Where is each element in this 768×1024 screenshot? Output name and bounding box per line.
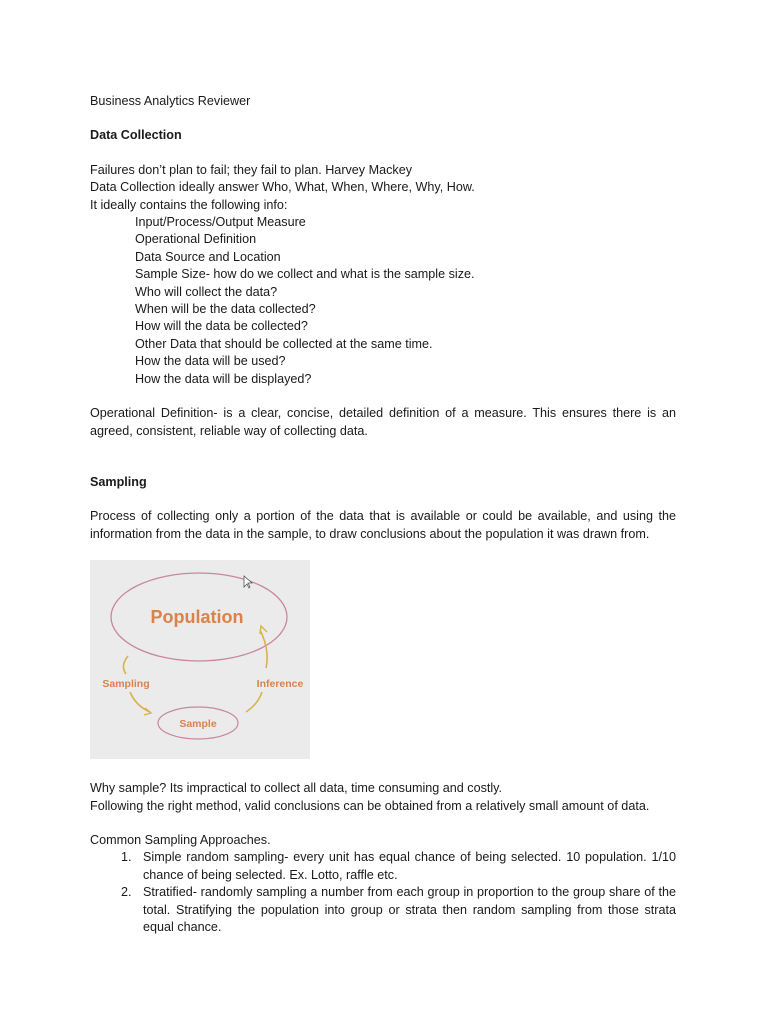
list-item: How will the data be collected? — [135, 319, 308, 334]
list-item: Other Data that should be collected at the same time. — [135, 336, 433, 351]
info-list — [90, 214, 676, 388]
approach-item: 1. Simple random sampling- every unit has equal chance of being selected. 10 population. 1/10 chance of being selected. Ex. Lotto, raffle etc. — [135, 849, 676, 884]
operational-definition-paragraph: Operational Definition- is a clear, concise, detailed definition of a measure. This ensures there is an agreed, consistent, reliable way of collecting data. — [90, 406, 676, 438]
list-item: When will be the data collected? — [135, 302, 316, 317]
document-page — [90, 93, 676, 936]
sampling-intro-paragraph: Process of collecting only a portion of the data that is available or could be available, and using the information from the data in the sample, to draw conclusions about the population it was drawn from. — [90, 509, 676, 541]
list-item: Data Source and Location — [135, 249, 281, 264]
text-line: Data Collection ideally answer Who, What, When, Where, Why, How. — [90, 180, 475, 195]
document-title: Business Analytics Reviewer — [90, 94, 251, 108]
method-line: Following the right method, valid conclusions can be obtained from a relatively small amount of data. — [90, 798, 650, 813]
list-item: Input/Process/Output Measure — [135, 215, 306, 230]
approaches-list — [90, 849, 676, 936]
sampling-label: Sampling — [102, 678, 150, 691]
section-heading-sampling: Sampling — [90, 474, 147, 489]
list-item: Operational Definition — [135, 232, 257, 247]
approaches-heading: Common Sampling Approaches. — [90, 832, 271, 847]
list-item: Who will collect the data? — [135, 284, 278, 299]
sample-label: Sample — [179, 718, 217, 731]
sampling-diagram-svg — [90, 560, 310, 759]
sampling-diagram — [90, 560, 310, 759]
text-line: It ideally contains the following info: — [90, 197, 288, 212]
list-item: Sample Size- how do we collect and what is the sample size. — [135, 267, 475, 282]
section-heading-data-collection: Data Collection — [90, 128, 182, 143]
why-sample-line: Why sample? Its impractical to collect all data, time consuming and costly. — [90, 781, 503, 796]
quote-line: Failures don’t plan to fail; they fail to plan. Harvey Mackey — [90, 162, 412, 177]
population-label: Population — [150, 607, 244, 628]
inference-label: Inference — [256, 678, 304, 691]
list-item: How the data will be used? — [135, 354, 286, 369]
list-item: How the data will be displayed? — [135, 371, 312, 386]
approach-item: 2. Stratified- randomly sampling a number from each group in proportion to the group share of the total. Stratifying the population into group or strata then random sampling from those strata equal chance. — [135, 884, 676, 936]
